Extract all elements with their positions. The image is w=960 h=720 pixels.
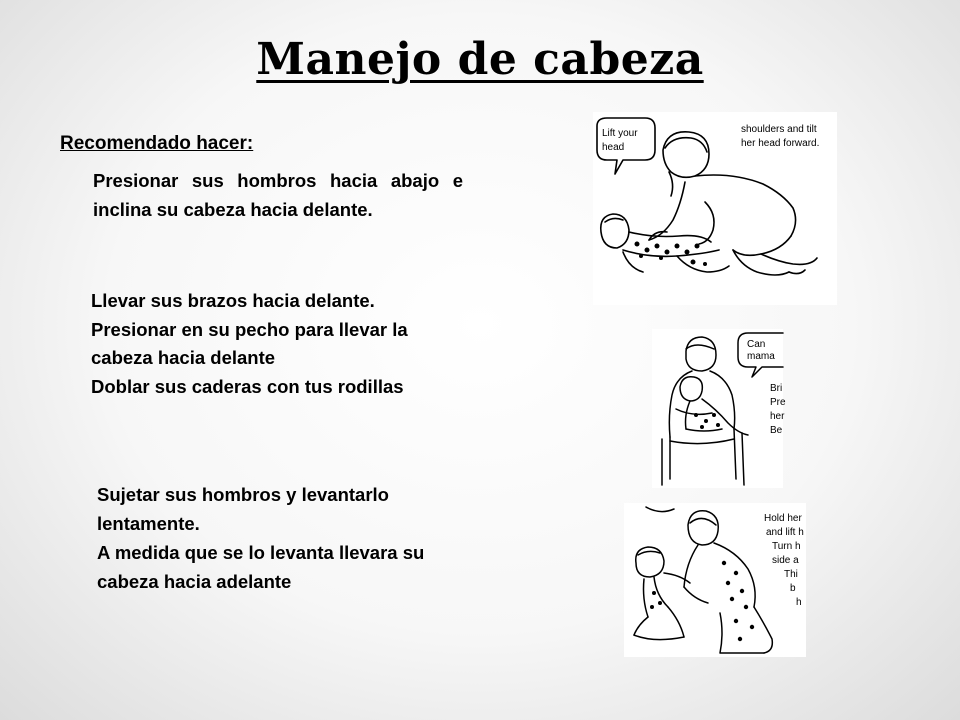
instruction-paragraph-2 <box>91 287 521 401</box>
paragraph-3-line: Sujetar sus hombros y levantarlo <box>97 484 389 505</box>
caption-text-line: Bri <box>770 383 783 394</box>
bubble-text-line: Can <box>747 339 766 350</box>
paragraph-3-line: A medida que se lo levanta llevara su <box>97 542 425 563</box>
caption-text-line: her head forward. <box>741 138 820 149</box>
illustration-seated-hold <box>652 329 786 488</box>
caption-text-line: b <box>790 583 796 594</box>
section-subtitle: Recomendado hacer: <box>60 133 254 154</box>
caption-text-line: Be <box>770 425 783 436</box>
paragraph-2-line: Doblar sus caderas con tus rodillas <box>91 375 404 397</box>
bubble-text-line: head <box>602 142 625 153</box>
illustration-head-tilt <box>593 112 837 305</box>
caption-text-line: shoulders and tilt <box>741 124 817 135</box>
caption-text-line: side a <box>772 555 799 566</box>
caption-text-line: Thi <box>784 569 798 580</box>
illustration-head-tilt-drawing <box>593 112 837 305</box>
illustration-seated-hold-drawing <box>652 329 786 488</box>
illustration-lift-shoulders-drawing <box>624 503 806 657</box>
page-title: Manejo de cabeza <box>256 34 704 85</box>
paragraph-3-line: lentamente. <box>97 513 200 534</box>
caption-text-line: h <box>796 597 802 608</box>
paragraph-3-line: cabeza hacia adelante <box>97 571 292 592</box>
bubble-text-line: mama <box>747 351 775 362</box>
bubble-text-line: Lift your <box>602 128 638 139</box>
instruction-paragraph-3 <box>97 480 537 596</box>
caption-text-line: her <box>770 411 785 422</box>
paragraph-2-line: Llevar sus brazos hacia delante. <box>91 290 375 311</box>
caption-text-line: and lift h <box>766 527 804 538</box>
illustration-lift-shoulders <box>624 503 806 657</box>
caption-text-line: Pre <box>770 397 786 408</box>
paragraph-2-line: cabeza hacia delante <box>91 347 276 368</box>
paragraph-2-line: Presionar en su pecho para llevar la <box>91 318 408 340</box>
caption-text-line: Hold her <box>764 513 802 524</box>
caption-text-line: Turn h <box>772 541 801 552</box>
instruction-paragraph-1: Presionar sus hombros hacia abajo e inclina su cabeza hacia delante. <box>93 170 463 220</box>
